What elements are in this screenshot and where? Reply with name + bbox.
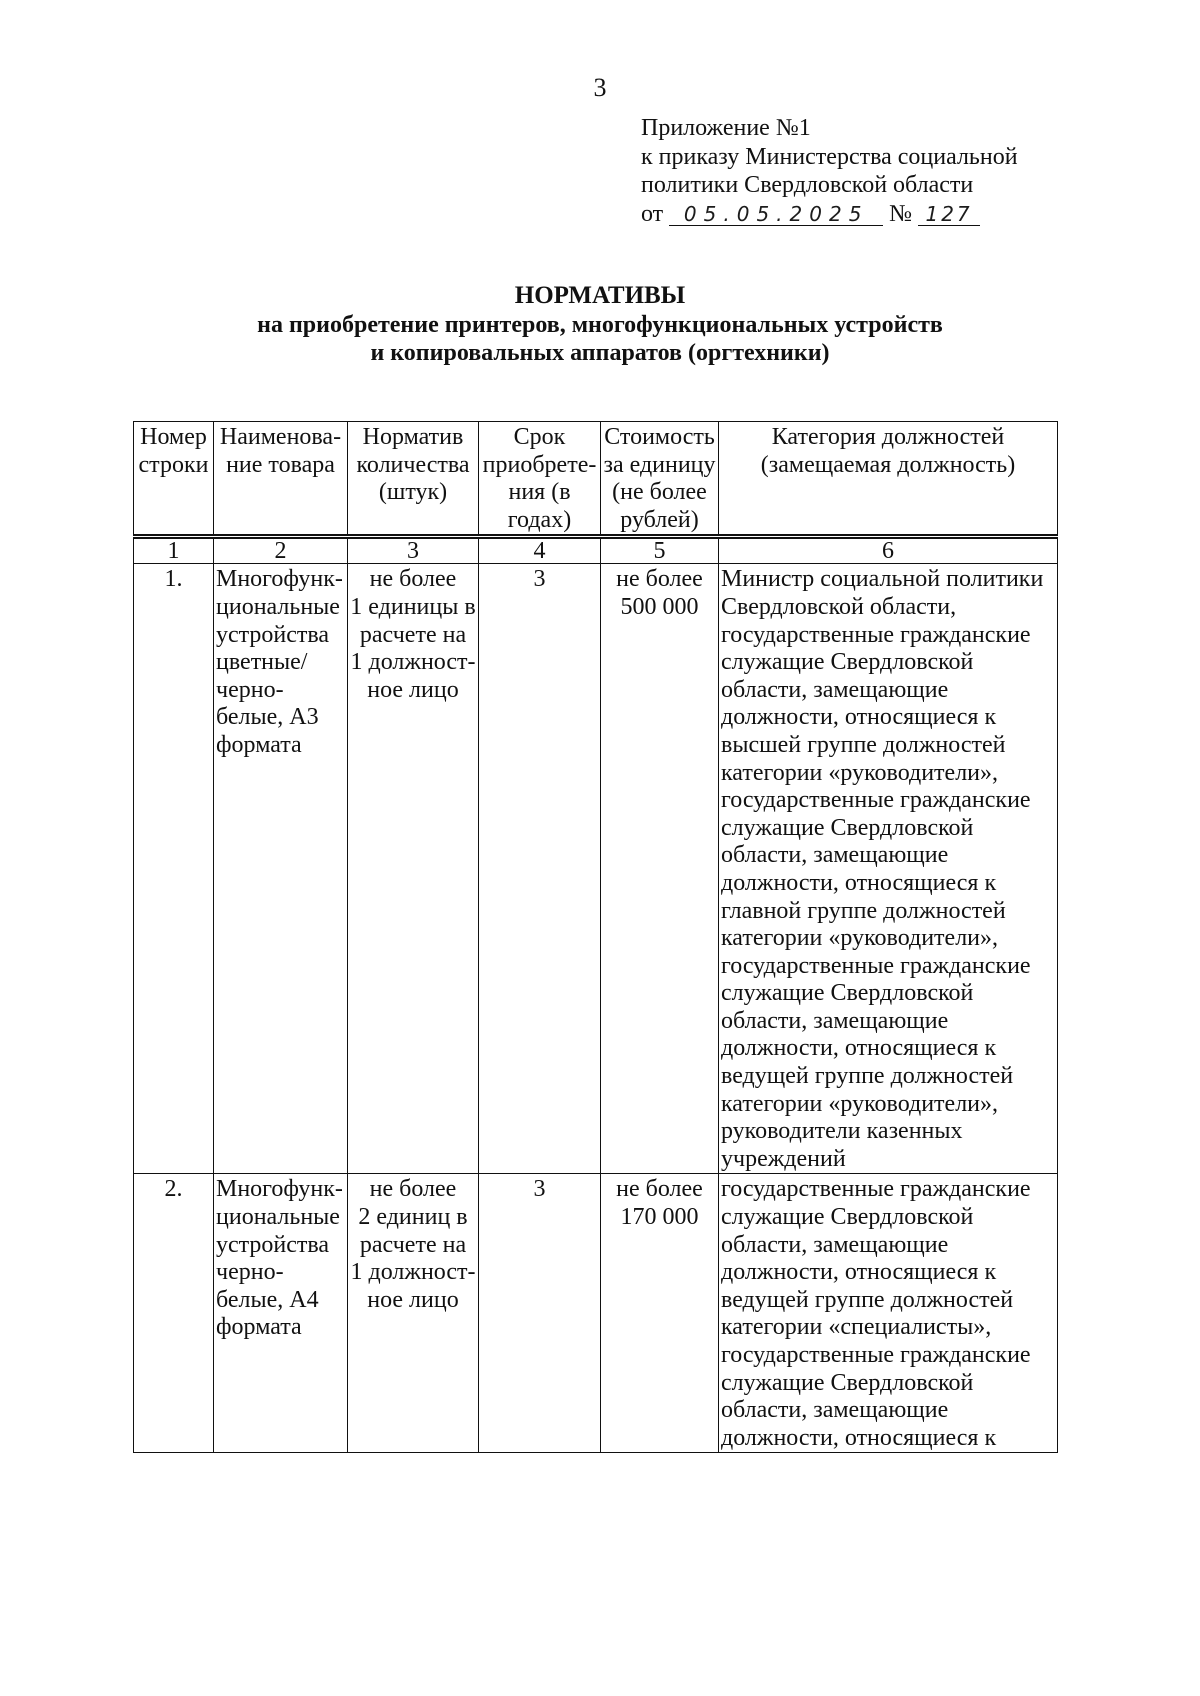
cell-purchase-term: 3: [479, 1174, 601, 1453]
heading-title: НОРМАТИВЫ: [514, 282, 686, 309]
column-number-row: [134, 537, 1058, 564]
cell-quantity-norm: не более 2 единиц в расчете на 1 должност- ное лицо: [348, 1174, 479, 1453]
date-prefix: от: [641, 201, 664, 228]
header-position-category: Категория должностей (замещаемая должность): [719, 422, 1058, 537]
column-number-cell: 2: [214, 537, 348, 564]
appendix-block: [641, 114, 1018, 229]
norms-table: [133, 421, 1058, 1453]
appendix-date-line: [641, 200, 1018, 229]
page-number: 3: [593, 73, 607, 102]
column-number-cell: 1: [134, 537, 214, 564]
header-purchase-term: Срок приобрете- ния (в годах): [479, 422, 601, 537]
cell-row-number: 1.: [134, 564, 214, 1174]
table-row: [134, 564, 1058, 1174]
number-sign: №: [889, 201, 913, 228]
header-row-number: Номер строки: [134, 422, 214, 537]
column-number-cell: 4: [479, 537, 601, 564]
appendix-order-line: к приказу Министерства социальной: [641, 143, 1018, 170]
column-number-cell: 6: [719, 537, 1058, 564]
heading-subtitle-line-1: на приобретение принтеров, многофункциональных устройств: [257, 311, 943, 338]
handwritten-date: 05.05.2025: [669, 203, 883, 226]
table-header-row: [134, 422, 1058, 537]
cell-position-category: государственные гражданские служащие Свердловской области, замещающие должности, относящиеся к ведущей группе должностей категории «специалисты», государственные гражданские служащие Свердловской области, замещающие должности, относящиеся к: [719, 1174, 1058, 1453]
document-heading: [0, 282, 1200, 368]
cell-position-category: Министр социальной политики Свердловской области, государственные гражданские служащие Свердловской области, замещающие должности, относящиеся к высшей группе должностей категории «руководители», государственные гражданские служащие Свердловской области, замещающие должности, относящиеся к главной группе должностей категории «руководители», государственные гражданские служащие Свердловской области, замещающие должности, относящиеся к ведущей группе должностей категории «руководители», руководители казенных учреждений: [719, 564, 1058, 1174]
cell-item-name: Многофунк- циональные устройства цветные/ черно- белые, А3 формата: [214, 564, 348, 1174]
cell-unit-price: не более 500 000: [601, 564, 719, 1174]
column-number-cell: 3: [348, 537, 479, 564]
appendix-title: Приложение №1: [641, 115, 811, 141]
cell-purchase-term: 3: [479, 564, 601, 1174]
column-number-cell: 5: [601, 537, 719, 564]
table-row: [134, 1174, 1058, 1453]
heading-subtitle-line-2: и копировальных аппаратов (оргтехники): [370, 340, 830, 366]
cell-item-name: Многофунк- циональные устройства черно- белые, А4 формата: [214, 1174, 348, 1453]
header-item-name: Наименова- ние товара: [214, 422, 348, 537]
cell-unit-price: не более 170 000: [601, 1174, 719, 1453]
cell-row-number: 2.: [134, 1174, 214, 1453]
header-quantity-norm: Норматив количества (штук): [348, 422, 479, 537]
header-unit-price: Стоимость за единицу (не более рублей): [601, 422, 719, 537]
cell-quantity-norm: не более 1 единицы в расчете на 1 должност- ное лицо: [348, 564, 479, 1174]
handwritten-order-number: 127: [918, 203, 980, 226]
appendix-ministry-line: политики Свердловской области: [641, 172, 974, 199]
